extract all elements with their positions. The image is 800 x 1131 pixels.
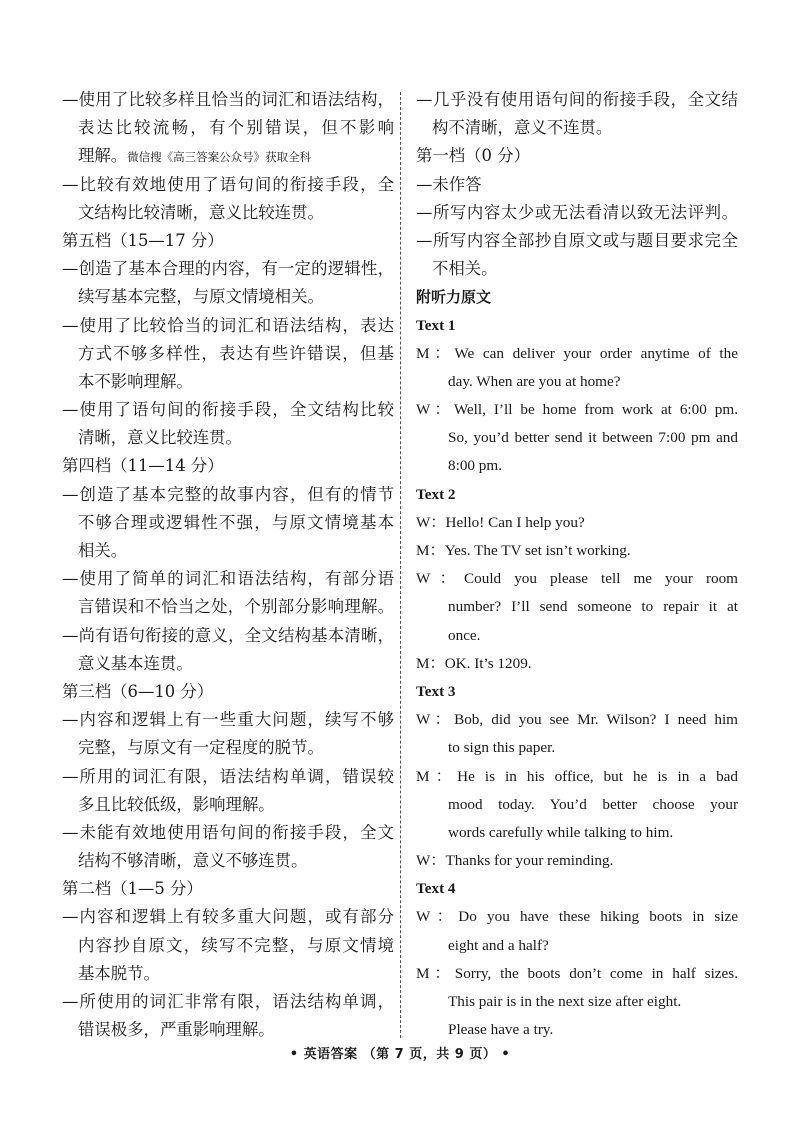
left-column — [62, 86, 394, 1044]
dialogue-line: words carefully while talking to him. — [448, 823, 674, 841]
section-heading: 第二档（1—5 分） — [62, 879, 203, 899]
dialogue-line: W：Could you please tell me your room — [416, 570, 738, 588]
dialogue-line: to sign this paper. — [448, 739, 556, 757]
text-line: 表达比较流畅，有个别错误，但不影响 — [78, 118, 394, 138]
text-line: —创造了基本合理的内容，有一定的逻辑性， — [62, 259, 394, 279]
listening-heading: 附听力原文 — [416, 288, 492, 307]
text-title: Text 4 — [416, 880, 456, 898]
dialogue-line: M：We can deliver your order anytime of the — [416, 344, 738, 362]
dialogue-line: W：Thanks for your reminding. — [416, 852, 614, 870]
text-line: —比较有效地使用了语句间的衔接手段，全 — [62, 174, 394, 194]
text-title: Text 2 — [416, 485, 456, 503]
dialogue-line: W：Hello! Can I help you? — [416, 513, 585, 531]
text-line: 不相关。 — [432, 259, 498, 279]
dialogue-line: This pair is in the next size after eight. — [448, 993, 682, 1010]
text-line: —几乎没有使用语句间的衔接手段，全文结 — [416, 90, 738, 109]
dialogue-line: M：He is in his office, but he is in a bad — [416, 767, 738, 785]
text-line: 完整，与原文有一定程度的脱节。 — [78, 738, 324, 758]
text-line: 续写基本完整，与原文情境相关。 — [78, 287, 324, 307]
section-heading: 第三档（6—10 分） — [62, 681, 214, 701]
dialogue-line: Please have a try. — [448, 1021, 554, 1039]
section-heading: 第一档（0 分） — [416, 146, 530, 166]
text-line: —未作答 — [416, 174, 482, 194]
text-line: —使用了简单的词汇和语法结构，有部分语 — [62, 569, 394, 589]
page-footer: • 英语答案 （第 7 页，共 9 页） • — [289, 1047, 511, 1062]
text-line: —所用的词汇有限，语法结构单调，错误较 — [62, 766, 394, 786]
text-line: —所写内容全部抄自原文或与题目要求完全 — [416, 230, 738, 250]
dialogue-line: day. When are you at home? — [448, 372, 621, 390]
dialogue-line: once. — [448, 626, 481, 644]
dialogue-line: M：Yes. The TV set isn’t working. — [416, 542, 631, 559]
column-divider — [400, 92, 401, 1038]
text-line: 言错误和不恰当之处，个别部分影响理解。 — [78, 597, 394, 617]
text-line: 本不影响理解。 — [78, 371, 193, 391]
text-line: 意义基本连贯。 — [78, 653, 193, 673]
dialogue-line: 8:00 pm. — [448, 457, 503, 475]
text-line: 多且比较低级，影响理解。 — [78, 794, 275, 814]
text-line: —内容和逻辑上有较多重大问题，或有部分 — [62, 907, 394, 927]
text-title: Text 1 — [416, 316, 456, 334]
section-heading: 第四档（11—14 分） — [62, 456, 224, 476]
text-line: —尚有语句衔接的意义，全文结构基本清晰， — [62, 625, 394, 645]
text-line: —所使用的词汇非常有限，语法结构单调， — [62, 992, 394, 1011]
text-line: 不够合理或逻辑性不强，与原文情境基本 — [78, 512, 394, 532]
text-line: 清晰，意义比较连贯。 — [78, 428, 242, 448]
text-line: 基本脱节。 — [78, 963, 160, 983]
dialogue-line: W：Do you have these hiking boots in size — [416, 908, 738, 926]
text-line: 错误极多，严重影响理解。 — [78, 1020, 275, 1040]
text-line: 方式不够多样性，表达有些许错误，但基 — [78, 343, 394, 363]
text-line: —使用了比较恰当的词汇和语法结构，表达 — [62, 315, 394, 335]
text-line: 内容抄自原文，续写不完整，与原文情境 — [78, 935, 394, 955]
text-line: —未能有效地使用语句间的衔接手段，全文 — [62, 822, 394, 842]
text-line: —使用了比较多样且恰当的词汇和语法结构， — [62, 90, 394, 109]
text-line: 理解。微信搜《高三答案公众号》获取全科 — [78, 146, 312, 166]
dialogue-line: W：Well, I’ll be home from work at 6:00 pm. — [416, 401, 738, 419]
text-line: —使用了语句间的衔接手段，全文结构比较 — [62, 400, 394, 420]
dialogue-line: eight and a half? — [448, 936, 549, 954]
dialogue-line: number? I’ll send someone to repair it at — [448, 598, 738, 616]
text-line: 构不清晰，意义不连贯。 — [432, 118, 613, 138]
text-line: —内容和逻辑上有一些重大问题，续写不够 — [62, 710, 394, 730]
text-line: 结构不够清晰，意义不够连贯。 — [78, 851, 308, 871]
dialogue-line: M：OK. It’s 1209. — [416, 654, 532, 672]
text-title: Text 3 — [416, 682, 456, 700]
dialogue-line: So, you’d better send it between 7:00 pm and — [448, 429, 738, 447]
text-line: —所写内容太少或无法看清以致无法评判。 — [416, 202, 738, 222]
section-heading: 第五档（15—17 分） — [62, 230, 224, 250]
text-line: 文结构比较清晰，意义比较连贯。 — [78, 202, 324, 222]
dialogue-line: M：Sorry, the boots don’t come in half sizes. — [416, 964, 738, 982]
dialogue-line: W：Bob, did you see Mr. Wilson? I need him — [416, 711, 738, 729]
watermark-note: 微信搜《高三答案公众号》获取全科 — [127, 150, 312, 165]
right-column — [416, 86, 738, 1044]
dialogue-line: mood today. You’d better choose your — [448, 795, 738, 813]
text-line: —创造了基本完整的故事内容，但有的情节 — [62, 484, 394, 504]
text-line: 相关。 — [78, 541, 128, 560]
